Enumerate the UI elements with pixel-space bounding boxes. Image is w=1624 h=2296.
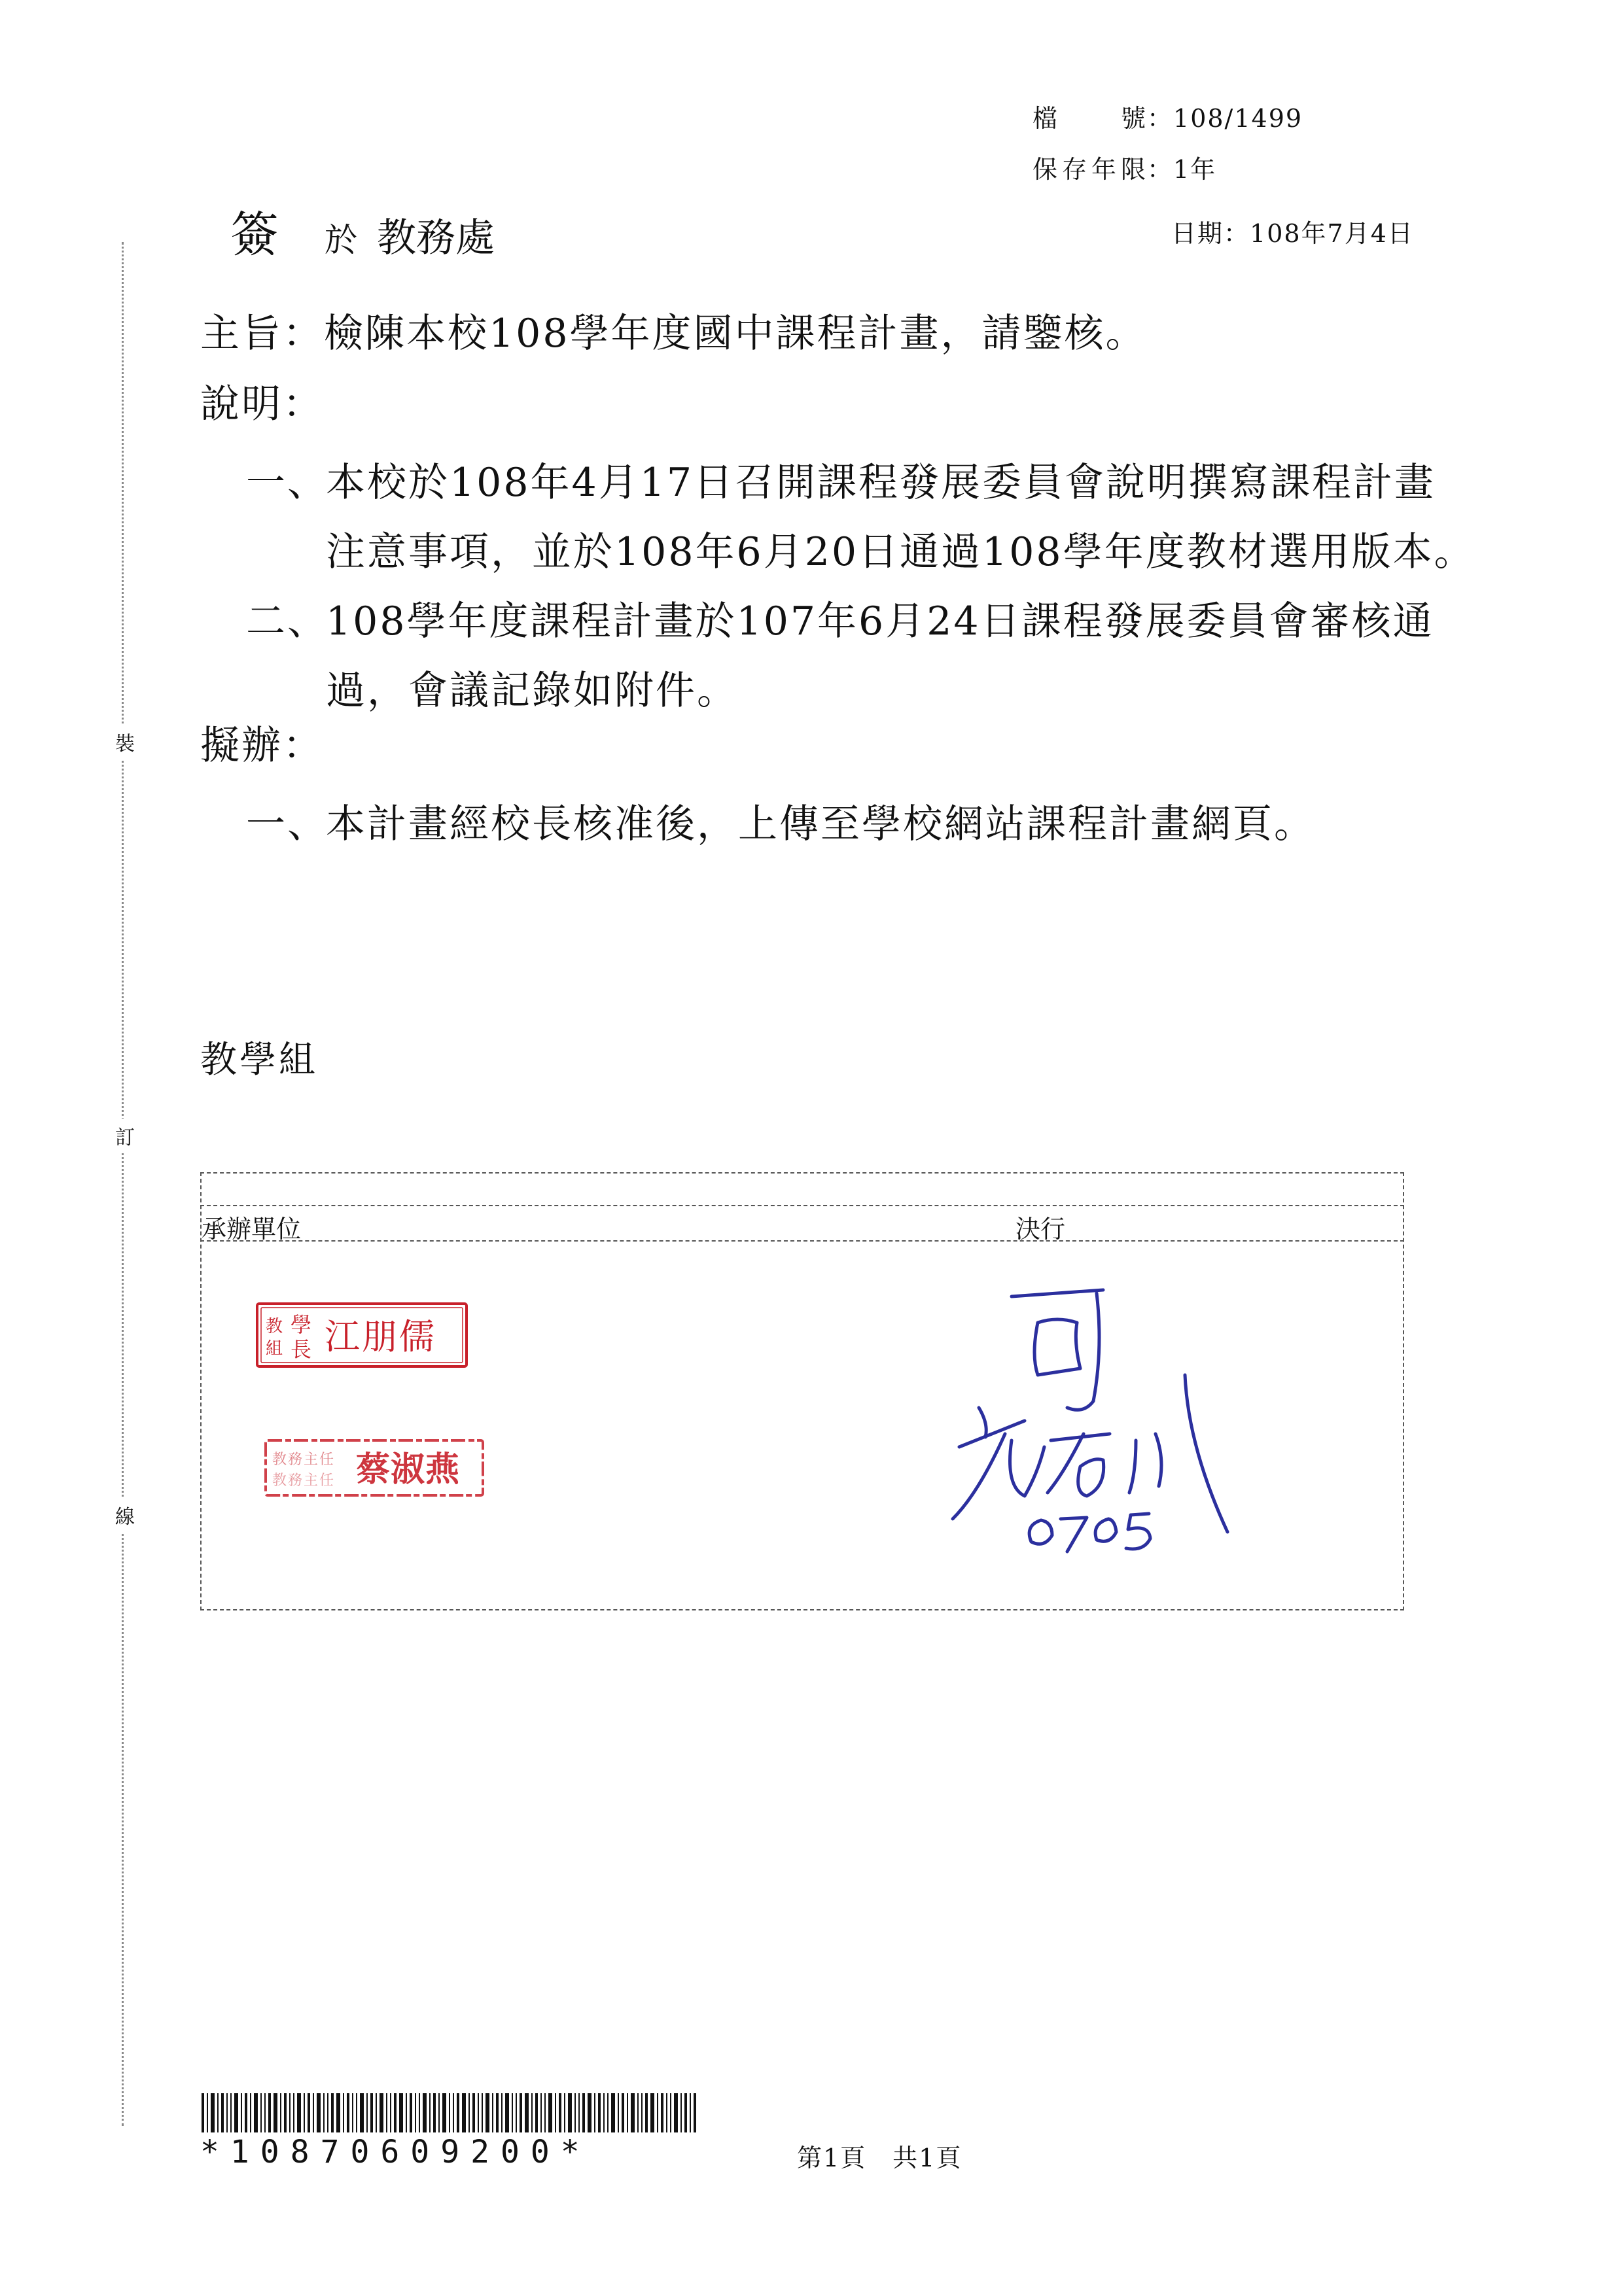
explanation-item-2-number: 二、 xyxy=(246,599,328,644)
svg-text:教務主任: 教務主任 xyxy=(272,1472,336,1489)
explanation-item-1-number: 一、 xyxy=(246,460,328,506)
signoff-table xyxy=(200,1172,1404,1610)
signoff-rule-1 xyxy=(200,1205,1404,1206)
explanation-item-1-line2: 注意事項，並於108年6月20日通過108學年度教材選用版本。 xyxy=(326,529,1475,575)
date-row: 日期：108年7月4日 xyxy=(1171,219,1414,248)
page-number: 第1頁 共1頁 xyxy=(797,2144,962,2172)
date-value: 108年7月4日 xyxy=(1250,219,1414,248)
binding-mark-xian: 線 xyxy=(115,1498,135,1532)
subject-line xyxy=(200,298,1147,369)
title-sign: 簽 xyxy=(230,207,279,263)
stamp-academic-director-graphic xyxy=(263,1438,485,1498)
file-number-label: 檔 號 xyxy=(1033,104,1147,133)
proposal-item-1-line1: 本計畫經校長核准後，上傳至學校網站課程計畫網頁。 xyxy=(326,801,1315,847)
file-number-value: 108/1499 xyxy=(1173,104,1303,133)
svg-text:學: 學 xyxy=(291,1312,312,1337)
svg-text:教: 教 xyxy=(266,1317,283,1336)
svg-text:江朋儒: 江朋儒 xyxy=(325,1316,436,1357)
retention-row: 保存年限：1年 xyxy=(1033,149,1216,185)
unit-name: 教學組 xyxy=(200,1039,318,1081)
title-department: 教務處 xyxy=(377,215,495,261)
stamp-academic-director xyxy=(263,1438,485,1501)
barcode-number: *10870609200* xyxy=(200,2134,591,2170)
proposal-item-1-number: 一、 xyxy=(246,801,328,847)
explanation-item-2-line2: 過，會議記錄如附件。 xyxy=(326,668,738,714)
binding-line xyxy=(122,242,124,2126)
retention-value: 1年 xyxy=(1173,155,1217,184)
signoff-border-bottom xyxy=(200,1609,1404,1610)
file-number-row: 檔 號：108/1499 xyxy=(1033,98,1303,134)
barcode-graphic xyxy=(202,2093,696,2132)
explanation-item-2-line1: 108學年度課程計畫於107年6月24日課程發展委員會審核通 xyxy=(326,599,1434,644)
handling-unit-header: 承辦單位 xyxy=(202,1215,302,1244)
proposal-label: 擬辦： xyxy=(200,723,324,769)
director-signature xyxy=(940,1277,1306,1567)
svg-text:蔡淑燕: 蔡淑燕 xyxy=(356,1450,461,1489)
svg-text:長: 長 xyxy=(291,1337,312,1362)
subject-text: 檢陳本校108學年度國中課程計畫，請鑒核。 xyxy=(324,311,1147,357)
retention-label: 保存年限 xyxy=(1033,155,1147,184)
explanation-label: 說明： xyxy=(200,381,324,427)
subject-label: 主旨： xyxy=(200,311,324,357)
svg-text:教務主任: 教務主任 xyxy=(272,1452,336,1468)
date-label: 日期 xyxy=(1171,219,1224,248)
binding-mark-zhuang: 裝 xyxy=(115,725,135,759)
svg-text:組: 組 xyxy=(266,1339,283,1359)
barcode xyxy=(202,2093,696,2135)
stamp-teaching-section-chief-graphic xyxy=(255,1302,468,1368)
signoff-border-top xyxy=(200,1172,1404,1174)
signoff-border-right xyxy=(1403,1172,1404,1610)
binding-mark-ding: 訂 xyxy=(115,1119,135,1153)
signoff-rule-2 xyxy=(200,1240,1404,1242)
decision-header: 決行 xyxy=(1015,1215,1066,1244)
title-at: 於 xyxy=(325,221,357,259)
director-signature-graphic xyxy=(940,1277,1306,1565)
stamp-teaching-section-chief xyxy=(255,1302,468,1371)
document-title xyxy=(230,196,495,266)
explanation-item-1-line1: 本校於108年4月17日召開課程發展委員會說明撰寫課程計畫 xyxy=(326,460,1436,506)
